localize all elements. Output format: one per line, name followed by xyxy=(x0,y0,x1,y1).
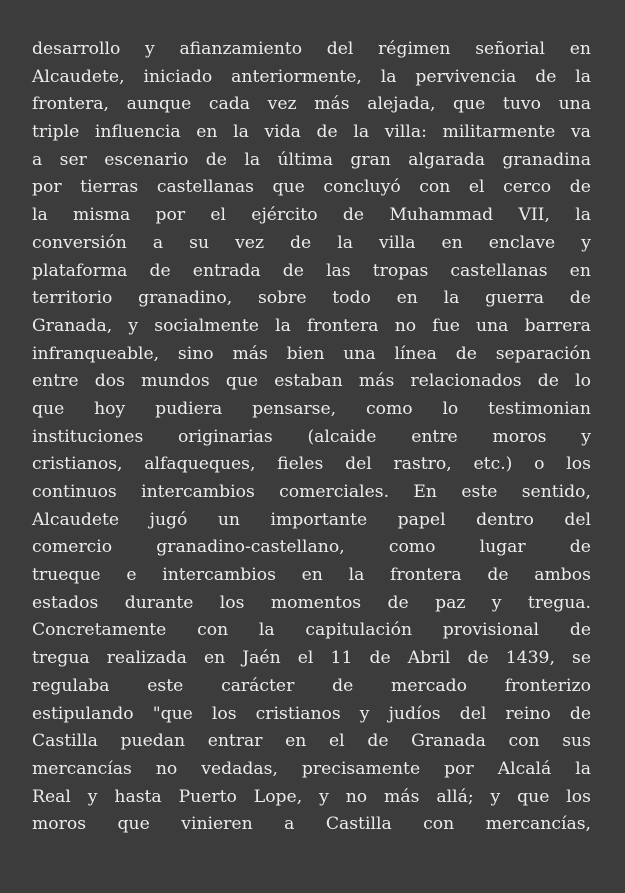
word: frontera xyxy=(390,565,462,586)
word: escenario xyxy=(104,149,189,170)
word: cerco xyxy=(503,177,552,198)
word: Lope, xyxy=(253,786,303,807)
word: villa: xyxy=(384,122,427,143)
word: castellanas xyxy=(450,260,548,281)
word: a xyxy=(152,232,164,253)
word: vida xyxy=(264,122,301,143)
word: capitulación xyxy=(305,620,413,641)
word: de xyxy=(569,620,591,641)
word: del xyxy=(326,39,354,59)
word: Muhammad xyxy=(389,205,494,226)
text-line xyxy=(32,285,591,313)
word: una xyxy=(558,94,591,115)
word: entre xyxy=(32,371,79,392)
word: lo xyxy=(575,371,591,392)
word: línea xyxy=(394,343,437,364)
word: Puerto xyxy=(178,786,237,807)
word: regulaba xyxy=(32,675,110,696)
word: no xyxy=(345,786,368,807)
word: granadino-castellano, xyxy=(156,537,345,558)
word: de xyxy=(569,288,591,309)
word: tregua. xyxy=(527,592,591,613)
word: que xyxy=(225,371,259,392)
word: una xyxy=(476,315,509,336)
text-line xyxy=(32,590,591,618)
word: entre xyxy=(411,426,458,447)
word: hasta xyxy=(114,786,162,807)
word: plataforma xyxy=(32,260,128,281)
word: pervivencia xyxy=(415,66,517,87)
word: vez xyxy=(267,94,297,115)
word: cada xyxy=(208,94,251,115)
word: su xyxy=(189,232,210,253)
word: puedan xyxy=(120,731,186,752)
word: mundos xyxy=(141,371,210,392)
word: Concretamente xyxy=(32,620,167,641)
word: el xyxy=(297,648,314,669)
word: el xyxy=(210,205,227,226)
word: de xyxy=(282,260,304,281)
text-line xyxy=(32,230,591,258)
text-line xyxy=(32,36,591,64)
word: de xyxy=(149,260,171,281)
word: Granada, xyxy=(32,315,113,336)
word: de xyxy=(387,592,409,613)
word: va xyxy=(570,122,591,143)
word: provisional xyxy=(442,620,540,641)
word: e xyxy=(126,565,137,586)
word: el xyxy=(468,177,485,198)
word: durante xyxy=(124,592,194,613)
text-line xyxy=(32,64,591,92)
text-line xyxy=(32,368,591,396)
word: En xyxy=(413,482,438,502)
word: Alcaudete, xyxy=(32,66,125,87)
word: por xyxy=(155,205,186,226)
word: granadina xyxy=(502,149,591,170)
word: "que xyxy=(152,703,193,724)
word: instituciones xyxy=(32,426,144,447)
word: la xyxy=(575,66,591,87)
text-line xyxy=(32,341,591,369)
word: y xyxy=(490,786,501,807)
word: la xyxy=(32,205,48,226)
word: realizada xyxy=(106,648,187,669)
word: lugar xyxy=(479,537,526,558)
word: judíos xyxy=(388,703,441,724)
word: la xyxy=(575,758,591,779)
word: paz xyxy=(435,592,466,613)
word: pudiera xyxy=(155,398,223,419)
word: entrar xyxy=(207,731,263,752)
word: vedadas, xyxy=(201,758,278,779)
word: de xyxy=(467,648,489,669)
word: los xyxy=(211,703,237,724)
word: ser xyxy=(59,149,87,170)
word: 11 xyxy=(330,648,353,669)
text-line xyxy=(32,479,591,507)
word: un xyxy=(217,509,240,530)
word: Alcalá xyxy=(497,758,552,779)
word: y xyxy=(145,39,155,59)
word: estipulando xyxy=(32,703,134,724)
word: fue xyxy=(432,315,460,336)
word: los xyxy=(566,786,591,807)
word: por xyxy=(32,177,62,198)
word: con xyxy=(419,177,451,198)
word: entrada xyxy=(192,260,261,281)
word: cristianos xyxy=(255,703,341,724)
word: en xyxy=(203,648,226,669)
word: bien xyxy=(286,343,325,364)
word: 1439, xyxy=(505,648,555,669)
word: gran xyxy=(350,149,391,170)
word: importante xyxy=(270,509,368,530)
word: algarada xyxy=(408,149,485,170)
text-line xyxy=(32,673,591,701)
document-body xyxy=(32,36,591,839)
text-line xyxy=(32,396,591,424)
word: y xyxy=(128,315,139,336)
word: en xyxy=(196,122,218,143)
word: barrera xyxy=(524,315,591,336)
word: concluyó xyxy=(323,177,401,198)
word: militarmente xyxy=(442,122,556,143)
word: tierras xyxy=(80,177,139,198)
word: en xyxy=(569,39,591,59)
word: la xyxy=(443,288,460,309)
word: ambos xyxy=(534,565,591,586)
word: que xyxy=(517,786,550,807)
word: jugó xyxy=(149,509,188,530)
word: de xyxy=(367,731,389,752)
word: que xyxy=(453,94,486,115)
word: que xyxy=(32,398,65,419)
word: fronterizo xyxy=(504,675,591,696)
word: de xyxy=(205,149,227,170)
word: una xyxy=(343,343,376,364)
word: precisamente xyxy=(301,758,421,779)
word: y xyxy=(87,786,98,807)
word: de xyxy=(535,66,557,87)
word: moros xyxy=(492,426,547,447)
word: del xyxy=(564,509,591,530)
word: de xyxy=(569,537,591,558)
word: se xyxy=(572,648,591,669)
word: señorial xyxy=(475,39,546,59)
word: etc.) xyxy=(473,454,513,475)
word: originarias xyxy=(178,426,273,447)
word: como xyxy=(365,398,413,419)
word: este xyxy=(147,675,184,696)
text-line xyxy=(32,313,591,341)
word: papel xyxy=(397,509,446,530)
word: en xyxy=(396,288,418,309)
word: intercambios xyxy=(162,565,276,586)
word: reino xyxy=(505,703,551,724)
word: carácter xyxy=(221,675,295,696)
word: allá; xyxy=(436,786,474,807)
word: más xyxy=(358,371,395,392)
word: la xyxy=(353,122,370,143)
word: influencia xyxy=(94,122,181,143)
word: villa xyxy=(379,232,416,253)
word: infranqueable, xyxy=(32,343,160,364)
word: Granada xyxy=(411,731,486,752)
word: enclave xyxy=(488,232,556,253)
word: cristianos, xyxy=(32,454,123,475)
word: del xyxy=(459,703,487,724)
word: sobre xyxy=(257,288,307,309)
text-line xyxy=(32,451,591,479)
word: territorio xyxy=(32,288,113,309)
word: sino xyxy=(177,343,214,364)
text-line xyxy=(32,202,591,230)
text-line xyxy=(32,756,591,784)
text-line xyxy=(32,701,591,729)
word: este xyxy=(461,482,498,502)
word: desarrollo xyxy=(32,39,121,59)
word: pensarse, xyxy=(252,398,337,419)
word: y xyxy=(581,232,591,253)
word: anteriormente, xyxy=(231,66,362,87)
word: testimonian xyxy=(488,398,591,419)
word: Alcaudete xyxy=(32,509,120,530)
word: de xyxy=(487,565,509,586)
word: en xyxy=(301,565,323,586)
word: y xyxy=(319,786,329,807)
word: los xyxy=(219,592,245,613)
word: triple xyxy=(32,122,80,143)
word: y xyxy=(491,592,502,613)
word: de xyxy=(316,122,338,143)
word: y xyxy=(581,426,591,447)
word: tuvo xyxy=(502,94,541,115)
word: que xyxy=(272,177,305,198)
word: con xyxy=(508,731,540,752)
word: sentido, xyxy=(521,482,591,502)
word: no xyxy=(394,315,417,336)
word: de xyxy=(332,675,354,696)
word: comerciales. xyxy=(279,482,390,502)
word: frontera xyxy=(306,315,379,336)
text-line xyxy=(32,91,591,119)
word: más xyxy=(384,786,420,807)
word: todo xyxy=(332,288,371,309)
text-line xyxy=(32,534,591,562)
word: dentro xyxy=(476,509,534,530)
text-line xyxy=(32,507,591,535)
text-line xyxy=(32,258,591,286)
word: en xyxy=(569,260,591,281)
word: la xyxy=(380,66,397,87)
word: la xyxy=(233,122,249,143)
word: Jaén xyxy=(242,648,281,669)
word: la xyxy=(258,620,275,641)
word: mercado xyxy=(391,675,467,696)
word: alejada, xyxy=(367,94,436,115)
word: del xyxy=(345,454,372,475)
word: guerra xyxy=(485,288,545,309)
word: la xyxy=(244,149,261,170)
word: granadino, xyxy=(138,288,233,309)
word: misma xyxy=(73,205,131,226)
word: en xyxy=(441,232,463,253)
word: de xyxy=(290,232,312,253)
word: régimen xyxy=(378,39,451,59)
word: como xyxy=(388,537,436,558)
word: más xyxy=(314,94,350,115)
word: intercambios xyxy=(141,482,255,502)
word: tregua xyxy=(32,648,90,669)
word: de xyxy=(455,343,477,364)
word: mercancías xyxy=(32,758,132,779)
word: los xyxy=(566,454,591,475)
word: trueque xyxy=(32,565,101,586)
text-line xyxy=(32,424,591,452)
text-line xyxy=(32,784,591,812)
text-line-last: moros que vinieren a Castilla con mercancías, xyxy=(32,814,591,835)
word: en xyxy=(285,731,307,752)
word: afianzamiento xyxy=(179,39,303,59)
word: estados xyxy=(32,592,99,613)
word: de xyxy=(569,177,591,198)
word: la xyxy=(275,315,291,336)
word: (alcaide xyxy=(307,426,377,447)
word: estaban xyxy=(274,371,343,392)
word: dos xyxy=(94,371,125,392)
word: ejército xyxy=(251,205,318,226)
word: castellanas xyxy=(156,177,254,198)
word: las xyxy=(326,260,351,281)
word: de xyxy=(369,648,391,669)
word: no xyxy=(155,758,178,779)
word: la xyxy=(337,232,353,253)
word: fieles xyxy=(277,454,324,475)
word: separación xyxy=(495,343,591,364)
word: y xyxy=(359,703,370,724)
word: de xyxy=(537,371,559,392)
text-line xyxy=(32,617,591,645)
word: tropas xyxy=(372,260,429,281)
word: el xyxy=(329,731,345,752)
word: continuos xyxy=(32,482,117,502)
word: Abril xyxy=(407,648,451,669)
word: la xyxy=(575,205,591,226)
word: momentos xyxy=(270,592,362,613)
word: a xyxy=(32,149,43,170)
word: última xyxy=(277,149,333,170)
word: vez xyxy=(235,232,265,253)
word: relacionados xyxy=(410,371,522,392)
text-line xyxy=(32,645,591,673)
word: de xyxy=(569,703,591,724)
word: alfaqueques, xyxy=(144,454,256,475)
word: frontera, xyxy=(32,94,109,115)
word: de xyxy=(342,205,365,226)
word: aunque xyxy=(126,94,192,115)
text-line xyxy=(32,174,591,202)
word: conversión xyxy=(32,232,127,253)
word: comercio xyxy=(32,537,113,558)
word: Real xyxy=(32,786,71,807)
word: Castilla xyxy=(32,731,98,752)
text-line xyxy=(32,119,591,147)
word: por xyxy=(444,758,474,779)
word: con xyxy=(197,620,229,641)
word: sus xyxy=(562,731,591,752)
text-line xyxy=(32,147,591,175)
text-line xyxy=(32,728,591,756)
word: más xyxy=(232,343,268,364)
word: VII, xyxy=(518,205,550,226)
word: socialmente xyxy=(154,315,259,336)
word: o xyxy=(534,454,545,475)
text-line xyxy=(32,562,591,590)
word: hoy xyxy=(94,398,126,419)
word: rastro, xyxy=(393,454,452,475)
word: iniciado xyxy=(143,66,213,87)
word: la xyxy=(348,565,365,586)
word: lo xyxy=(442,398,459,419)
